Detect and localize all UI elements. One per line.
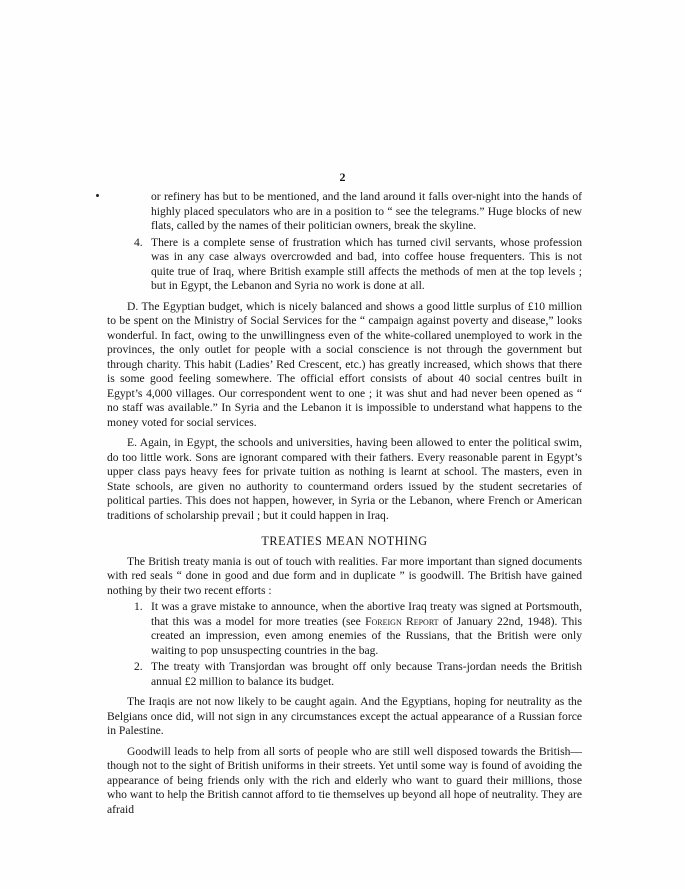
list-item-number: 4. xyxy=(134,235,143,249)
paragraph-iraqis: The Iraqis are not now likely to be caught again. And the Egyptians, hoping for neutrality as the Belgians once did, will not sign in any circumstances except the actual appearance of a Russian force in Palestine. xyxy=(107,695,582,737)
paragraph-goodwill: Goodwill leads to help from all sorts of people who are still well disposed towards the British—though not to the sight of British uniforms in their streets. Yet until some way is found of avoiding the appearance of being friends only with the rich and elderly who want to guard their millions, those who want to help the British cannot afford to tie themselves up beyond all hope of neutrality. They are afraid xyxy=(107,744,582,816)
list-item-text xyxy=(151,600,582,658)
paragraph-e: E. Again, in Egypt, the schools and universities, having been allowed to enter the political swim, do too little work. Sons are ignorant compared with their fathers. Every reasonable parent in Egypt’s upper class pays heavy fees for private tuition as nothing is learnt at school. The masters, even in State schools, are given no authority to countermand orders issued by the student secretaries of political parties. This does not happen, however, in Syria or the Lebanon, where French or American traditions of scholarship prevail ; but it could happen in Iraq. xyxy=(107,436,582,522)
list-item-number: 1. xyxy=(134,600,143,613)
print-speck xyxy=(96,194,99,197)
list-item-text-part: It was a grave mistake to announce, when the abortive Iraq treaty was signed at Portsmouth, that this was a model for more treaties (see xyxy=(151,600,582,628)
section-heading: TREATIES MEAN NOTHING xyxy=(261,534,428,548)
list-item-text: There is a complete sense of frustration which has turned civil servants, whose profession was in any case always overcrowded and bad, into coffee house frequenters. This is not quite true of Iraq, where British example still affects the methods of men at the top levels ; but in Egypt, the Lebanon and Syria no work is done at all. xyxy=(151,235,582,292)
publication-title: Foreign Report xyxy=(365,614,439,628)
treaty-list-item-1 xyxy=(107,600,582,658)
list-item-text-part: of January 22nd, 1948). This created an impression, even among enemies of the Russians, that the British were only waiting to pop unsuspecting countries in the bag. xyxy=(151,614,582,657)
treaty-list-item-2 xyxy=(107,660,582,689)
page-body xyxy=(107,190,582,817)
page-number: 2 xyxy=(339,170,346,184)
list-item-4 xyxy=(107,236,582,294)
continued-list-item: or refinery has but to be mentioned, and the land around it falls over-night into the hands of highly placed speculators who are in a position to “ see the telegrams.” Huge blocks of new flats, called by the names of their politician owners, break the skyline. xyxy=(151,190,582,232)
list-item-text: The treaty with Transjordan was brought off only because Trans-jordan needs the British annual £2 million to balance its budget. xyxy=(151,660,582,688)
paragraph-treaty-mania: The British treaty mania is out of touch with realities. Far more important than signed documents with red seals “ done in good and due form and in duplicate ” is goodwill. The British have gained nothing by their two recent efforts : xyxy=(107,554,582,597)
paragraph-d: D. The Egyptian budget, which is nicely balanced and shows a good little surplus of £10 million to be spent on the Ministry of Social Services for the “ campaign against poverty and disease,” looks wonderful. In fact, owing to the unwillingness even of the white-collared unemployed to work in the provinces, the only outlet for people with a social conscience is not through the government but through charity. This habit (Ladies’ Red Crescent, etc.) has greatly increased, which shows that there is some good feeling somewhere. The official effort consists of about 40 social centres built in Egypt’s 4,000 villages. Our correspondent went to one ; it was shut and had never been opened as “ no staff was available.” In Syria and the Lebanon it is impossible to understand what happens to the money voted for social services. xyxy=(107,299,582,429)
list-item-number: 2. xyxy=(134,660,143,673)
